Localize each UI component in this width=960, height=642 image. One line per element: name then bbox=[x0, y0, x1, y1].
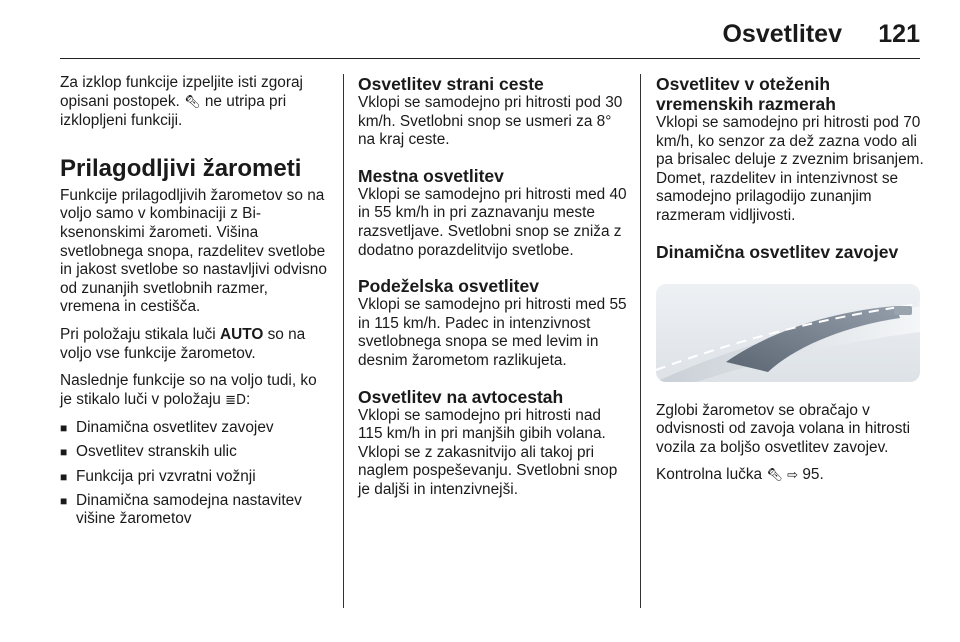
intro-paragraph: Za izklop funkcije izpeljite isti zgoraj opisani postopek. 🔦︎ ne utripa pri izklopljeni funkciji. bbox=[60, 74, 303, 130]
section-heading: Prilagodljivi žarometi bbox=[60, 154, 302, 182]
section-title: Osvetlitev strani ceste bbox=[358, 74, 544, 94]
section bbox=[358, 74, 628, 150]
page-number: 121 bbox=[878, 20, 920, 48]
paragraph: Kontrolna lučka 🔦︎ ⇨ 95. bbox=[656, 466, 824, 484]
section-title: Mestna osvetlitev bbox=[358, 165, 504, 186]
section-title: Podeželska osvetlitev bbox=[358, 276, 539, 297]
headlight-warning-icon: 🔦︎ bbox=[766, 468, 783, 484]
column-divider bbox=[640, 74, 641, 608]
list-item: ■ Osvetlitev stranskih ulic bbox=[60, 443, 237, 461]
paragraph: Funkcije prilagodljivih žarometov so na voljo samo v kombinaciji z Bi-ksenonskimi žarometi. Višina svetlobnega snopa, razdelitev svetlobe in jakost svetlobe so nastavljivi odvisno od zunanjih svetlobnih razmer, vremena in cestišča. bbox=[60, 186, 327, 316]
list-item: ■ Funkcija pri vzvratni vožnji bbox=[60, 467, 256, 485]
arrow-icon: ⇨ bbox=[787, 468, 799, 484]
paragraph: Pri položaju stikala luči AUTO so na voljo vse funkcije žarometov. bbox=[60, 325, 306, 362]
section bbox=[358, 387, 628, 500]
section-title: Osvetlitev v oteženih vremenskih razmerah bbox=[656, 74, 836, 114]
section-text: Vklopi se samodejno pri hitrosti nad 115 km/h in pri manjših gibih volana. Vklopi se z zakasnitvijo ali takoj pri naglem pospeševanju. Svetlobni snop je daljši in intenzivnejši. bbox=[358, 406, 618, 498]
page-title: Osvetlitev bbox=[722, 20, 842, 48]
list-item: ■ Dinamična samodejna nastavitev višine žarometov bbox=[60, 491, 302, 528]
low-beam-icon: ≣D bbox=[225, 392, 247, 408]
column-right bbox=[656, 74, 924, 495]
column-middle bbox=[358, 74, 628, 516]
section-text: Vklopi se samodejno pri hitrosti pod 70 km/h, ko senzor za dež zazna vodo ali pa brisalec deluje z zveznim brisanjem. Domet, razdelitev in intenzivnost se samodejno prilagodijo zunanjim razmeram vidljivosti. bbox=[656, 114, 924, 224]
paragraph: Zglobi žarometov se obračajo v odvisnosti od zavoja volana in hitrosti vozila za boljšo osvetlitev zavojev. bbox=[656, 401, 911, 456]
feature-list bbox=[60, 419, 330, 528]
section-text: Vklopi se samodejno pri hitrosti med 40 in 55 km/h in pri zaznavanju meste razsvetljave. Svetlobni snop se zniža z dodatno porazdelitvijo svetlobe. bbox=[358, 185, 627, 259]
page-header bbox=[60, 14, 920, 59]
list-item: ■ Dinamična osvetlitev zavojev bbox=[60, 419, 274, 437]
paragraph: Naslednje funkcije so na voljo tudi, ko je stikalo luči v položaju ≣D: bbox=[60, 372, 317, 408]
section-title: Osvetlitev na avtocestah bbox=[358, 386, 564, 407]
column-divider bbox=[343, 74, 344, 608]
curve-lighting-illustration bbox=[656, 284, 920, 382]
section bbox=[358, 166, 628, 260]
switch-position-label: AUTO bbox=[219, 325, 264, 343]
section-text: Vklopi se samodejno pri hitrosti med 55 in 115 km/h. Padec in intenzivnost svetlobnega snopa se med levim in desnim žarometom razlikujeta. bbox=[358, 296, 627, 369]
section bbox=[656, 74, 924, 226]
section-title: Dinamična osvetlitev zavojev bbox=[656, 241, 899, 262]
column-left bbox=[60, 74, 330, 534]
section-text: Vklopi se samodejno pri hitrosti pod 30 km/h. Svetlobni snop se usmeri za 8° na kraj ceste. bbox=[358, 94, 623, 149]
headlight-warning-icon: 🔦︎ bbox=[184, 94, 201, 110]
section bbox=[358, 276, 628, 370]
